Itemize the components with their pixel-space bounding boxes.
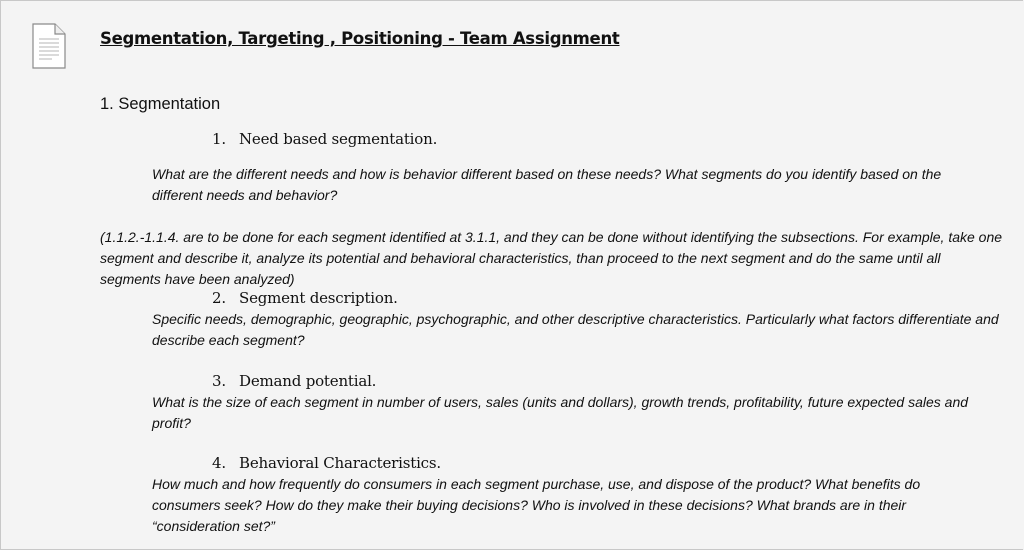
section-heading: 1. Segmentation [100, 95, 221, 113]
instruction-note: (1.1.2.-1.1.4. are to be done for each segment identified at 3.1.1, and they can be done without identifying the subsections. For example, take one segment and describe it, analyze its potential and behavioral characteristics, than proceed to the next segment and do the same until all segments have been analyzed) [100, 229, 1003, 287]
document-icon [32, 23, 66, 69]
subsection-2-description: Specific needs, demographic, geographic, psychographic, and other descriptive characteristics. Particularly what factors differentiate and describe each segment? [152, 311, 999, 348]
subsection-2-title: 2. Segment description. [212, 289, 398, 307]
subsection-4-description: How much and how frequently do consumers in each segment purchase, use, and dispose of the product? What benefits do consumers seek? How do they make their buying decisions? Who is involved in these decisions? What brands are in their “consideration set?” [152, 476, 921, 534]
subsection-3-description: What is the size of each segment in number of users, sales (units and dollars), growth trends, profitability, future expected sales and profit? [152, 394, 969, 431]
subsection-1-description: What are the different needs and how is behavior different based on these needs? What segments do you identify based on the different needs and behavior? [152, 166, 942, 203]
subsection-1-title: 1. Need based segmentation. [212, 130, 438, 148]
subsection-4-title: 4. Behavioral Characteristics. [212, 454, 441, 472]
subsection-3-title: 3. Demand potential. [212, 372, 377, 390]
document-title: Segmentation, Targeting , Positioning - Team Assignment [100, 29, 620, 48]
